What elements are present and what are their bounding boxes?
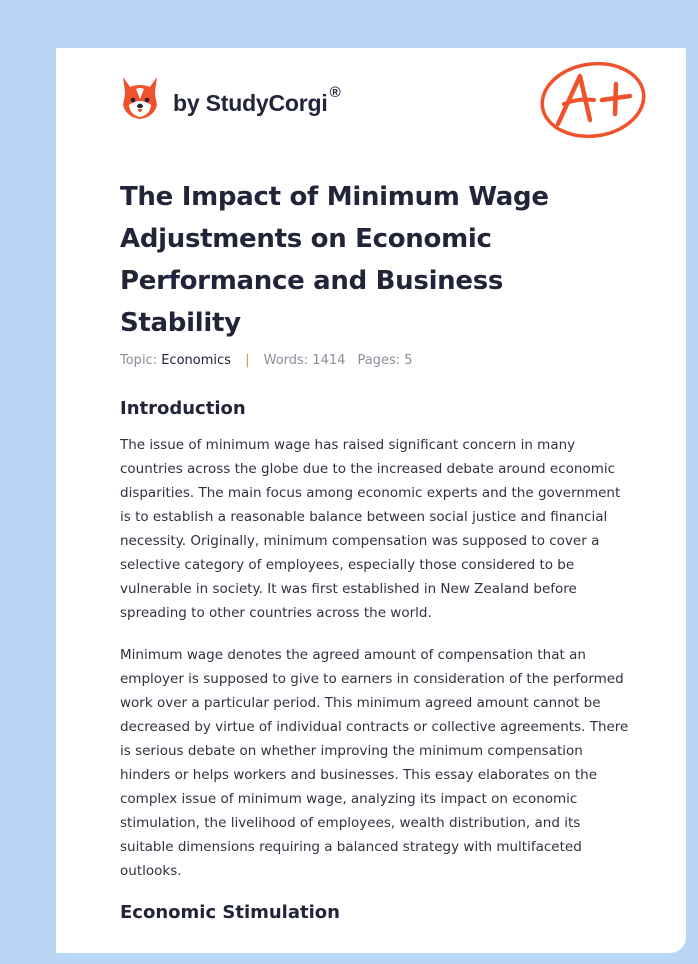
section-heading-economic-stimulation: Economic Stimulation [120,902,340,923]
page-count: Pages: 5 [357,353,413,368]
corgi-logo-icon [120,75,160,121]
section-heading-introduction: Introduction [120,398,246,419]
document-page [56,48,686,953]
topic-link[interactable]: Economics [161,353,231,368]
document-meta [120,353,413,368]
meta-separator: | [245,353,250,368]
grade-badge-icon [538,60,648,142]
brand-header[interactable] [120,75,340,121]
word-count: Words: 1414 [263,353,346,368]
paragraph: The issue of minimum wage has raised significant concern in many countries across the globe due to the increased debate around economic disparities. The main focus among economic experts and the government is to establish a reasonable balance between social justice and financial necessity. Originally, minimum compensation was supposed to cover a selective category of employees, especially those considered to be vulnerable in society. It was first established in New Zealand before spreading to other countries across the world. [120,437,621,621]
document-title: The Impact of Minimum Wage Adjustments on Economic Performance and Business Stability [120,182,549,338]
paragraph: Minimum wage denotes the agreed amount of compensation that an employer is supposed to give to earners in consideration of the performed work over a particular period. This minimum agreed amount cannot be decreased by virtue of individual contracts or collective agreements. There is serious debate on whether improving the minimum compensation hinders or helps workers and businesses. This essay elaborates on the complex issue of minimum wage, analyzing its impact on economic stimulation, the livelihood of employees, wealth distribution, and its suitable dimensions requiring a balanced strategy with multifaceted outlooks. [120,647,629,879]
registered-mark: ® [329,83,341,101]
topic-label: Topic: [120,353,158,368]
brand-name: by StudyCorgi ® [173,83,341,116]
